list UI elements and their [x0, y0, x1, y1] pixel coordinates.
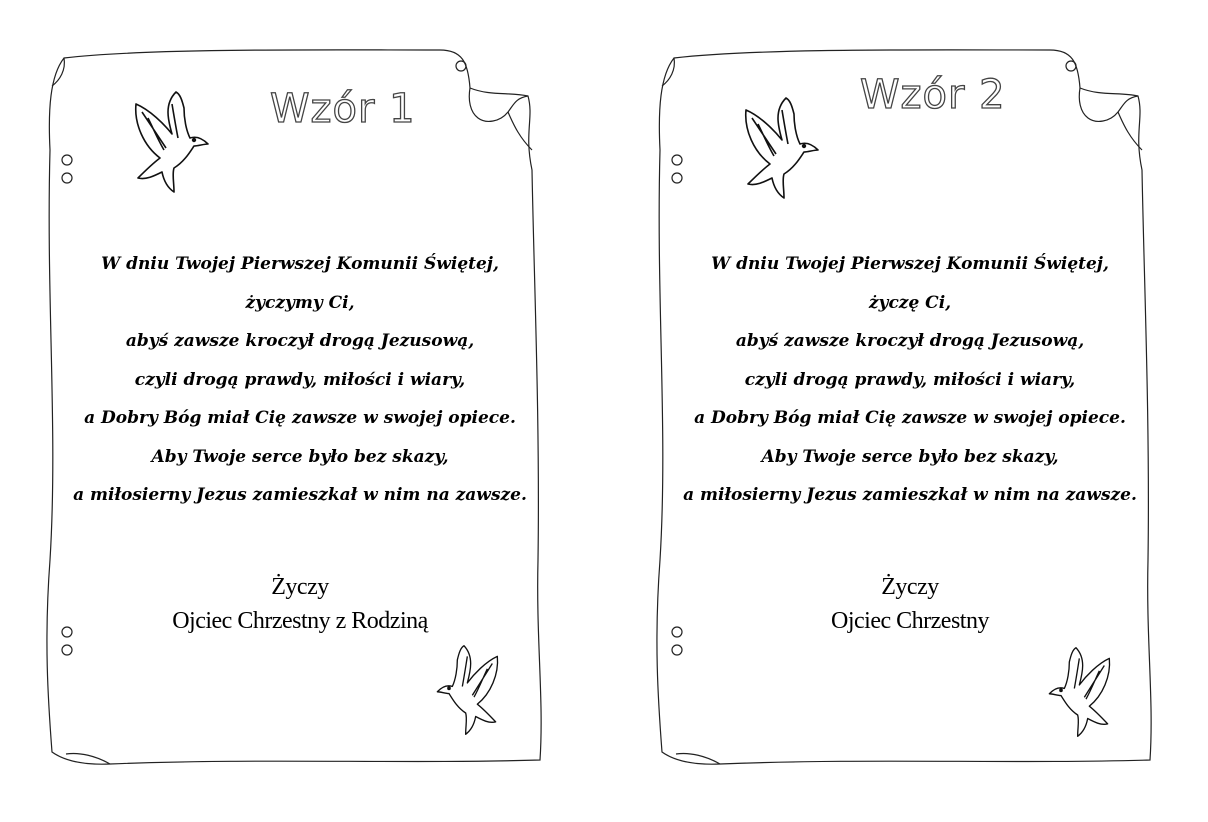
- message-line: a miłosierny Jezus zamieszkał w nim na zawsze.: [73, 485, 527, 505]
- message-line: W dniu Twojej Pierwszej Komunii Świętej,: [101, 254, 499, 274]
- message-line: życzymy Ci,: [245, 292, 355, 313]
- card-pattern-2: [610, 0, 1208, 822]
- wish-message: [650, 245, 1170, 515]
- message-line: czyli drogą prawdy, miłości i wiary,: [134, 369, 466, 390]
- wish-message: [40, 245, 560, 515]
- message-line: a Dobry Bóg miał Cię zawsze w swojej opiece.: [84, 408, 516, 428]
- signature: [670, 570, 1150, 638]
- message-line: W dniu Twojej Pierwszej Komunii Świętej,: [711, 254, 1109, 274]
- message-line: abyś zawsze kroczył drogą Jezusową,: [125, 331, 475, 351]
- message-line: Aby Twoje serce było bez skazy,: [761, 446, 1059, 467]
- pattern-title: Wzór 1: [270, 86, 416, 132]
- dove-icon: [434, 644, 504, 736]
- signature: [60, 570, 540, 638]
- message-line: abyś zawsze kroczył drogą Jezusową,: [735, 331, 1085, 351]
- signature-line: Życzy: [271, 574, 329, 600]
- message-line: Aby Twoje serce było bez skazy,: [151, 446, 449, 467]
- dove-icon: [1046, 646, 1116, 738]
- message-line: czyli drogą prawdy, miłości i wiary,: [744, 369, 1076, 390]
- message-line: życzę Ci,: [868, 292, 952, 313]
- signature-line: Ojciec Chrzestny z Rodziną: [172, 608, 428, 634]
- signature-line: Ojciec Chrzestny: [831, 608, 989, 634]
- dove-icon: [128, 90, 212, 194]
- pattern-title: Wzór 2: [860, 72, 1006, 118]
- dove-icon: [738, 96, 822, 200]
- message-line: a Dobry Bóg miał Cię zawsze w swojej opiece.: [694, 408, 1126, 428]
- signature-line: Życzy: [881, 574, 939, 600]
- message-line: a miłosierny Jezus zamieszkał w nim na zawsze.: [683, 485, 1137, 505]
